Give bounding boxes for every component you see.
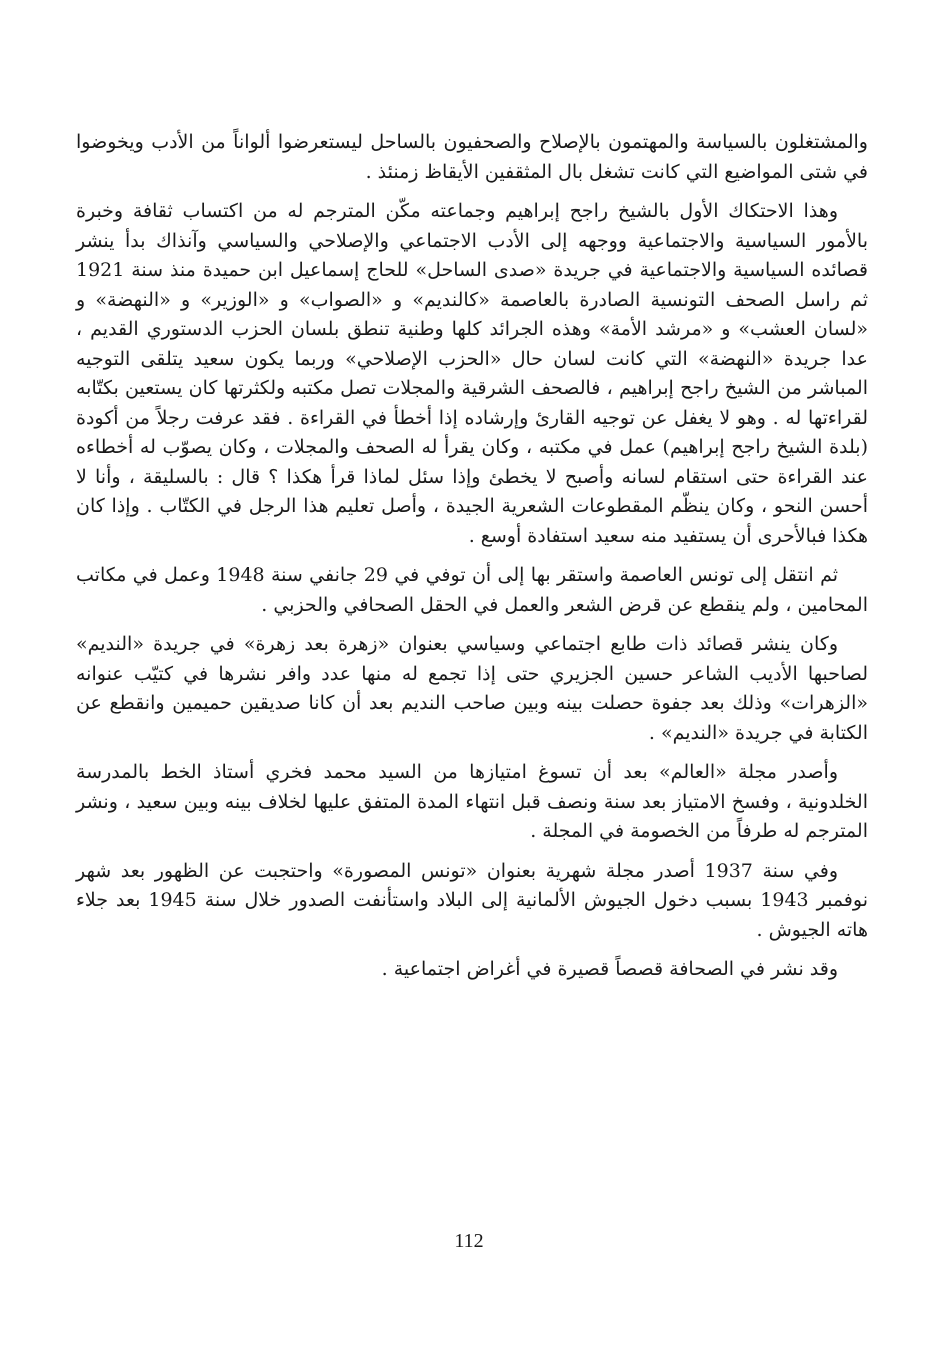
paragraph-7: وقد نشر في الصحافة قصصاً قصيرة في أغراض اجتماعية . [381,958,838,980]
paragraph-2: وهذا الاحتكاك الأول بالشيخ راجح إبراهيم وجماعته مكّن المترجم له من اكتساب ثقافة وخبرة بالأمور السياسية والاجتماعية ووجهه إلى الأدب الاجتماعي والإصلاحي والسياسي وآنذاك بدأ ينشر قصائده السياسية والاجتماعية في جريدة «صدى الساحل» للحاج إسماعيل ابن حميدة منذ سنة 1921 ثم راسل الصحف التونسية الصادرة بالعاصمة «كالنديم» و «الصواب» و «الوزير» و «النهضة» و «لسان العشب» و «مرشد الأمة» وهذه الجرائد كلها وطنية تنطق بلسان الحزب الدستوري القديم ، عدا جريدة «النهضة» التي كانت لسان حال «الحزب الإصلاحي» وربما يكون سعيد يتلقى التوجيه المباشر من الشيخ راجح إبراهيم ، فالصحف الشرقية والمجلات تصل مكتبه ولكثرتها كان يستعين بكتّابه لقراءتها له . وهو لا يغفل عن توجيه القارئ وإرشاده إذا أخطأ في القراءة . فقد عرفت رجلاً من أكودة (بلدة الشيخ راجح إبراهيم) عمل في مكتبه ، وكان يقرأ له الصحف والمجلات ، وكان يصوّب له أخطاءه عند القراءة حتى استقام لسانه وأصبح لا يخطئ وإذا سئل لماذا قرأ هكذا ؟ قال : بالسليقة ، وأنا لا أحسن النحو ، وكان ينظّم المقطوعات الشعرية الجيدة ، وأصل تعليم هذا الرجل في الكتّاب . وإذا كان هكذا فبالأحرى أن يستفيد منه سعيد استفادة أوسع . [76,200,868,547]
page-number: 112 [454,1230,484,1252]
paragraph-3: ثم انتقل إلى تونس العاصمة واستقر بها إلى أن توفي في 29 جانفي سنة 1948 وعمل في مكاتب المحامين ، ولم ينقطع عن قرض الشعر والعمل في الحقل الصحافي والحزبي . [76,564,868,616]
paragraph-5: وأصدر مجلة «العالم» بعد أن تسوغ امتيازها من السيد محمد فخري أستاذ الخط بالمدرسة الخلدونية ، وفسخ الامتياز بعد سنة ونصف قبل انتهاء المدة المتفق عليها لخلاف بينه وبين سعيد ، ونشر المترجم له طرفاً من الخصومة في المجلة . [76,761,868,842]
paragraph-1: والمشتغلون بالسياسة والمهتمون بالإصلاح والصحفيون بالساحل ليستعرضوا ألواناً من الأدب ويخوضوا في شتى المواضيع التي كانت تشغل بال المثقفين الأيقاظ زمنئذ . [76,131,868,183]
paragraph-4: وكان ينشر قصائد ذات طابع اجتماعي وسياسي بعنوان «زهرة بعد زهرة» في جريدة «النديم» لصاحبها الأديب الشاعر حسين الجزيري حتى إذا تجمع له منها عدد وافر نشرها في كتيّب عنوانه «الزهرات» وذلك بعد جفوة حصلت بينه وبين صاحب النديم بعد أن كانا صديقين حميمين وانقطع عن الكتابة في جريدة «النديم» . [76,633,868,744]
paragraph-6: وفي سنة 1937 أصدر مجلة شهرية بعنوان «تونس المصورة» واحتجبت عن الظهور بعد شهر نوفمبر 1943 بسبب دخول الجيوش الألمانية إلى البلاد واستأنفت الصدور خلال سنة 1945 بعد جلاء هاته الجيوش . [76,859,868,941]
body-text [76,128,868,995]
